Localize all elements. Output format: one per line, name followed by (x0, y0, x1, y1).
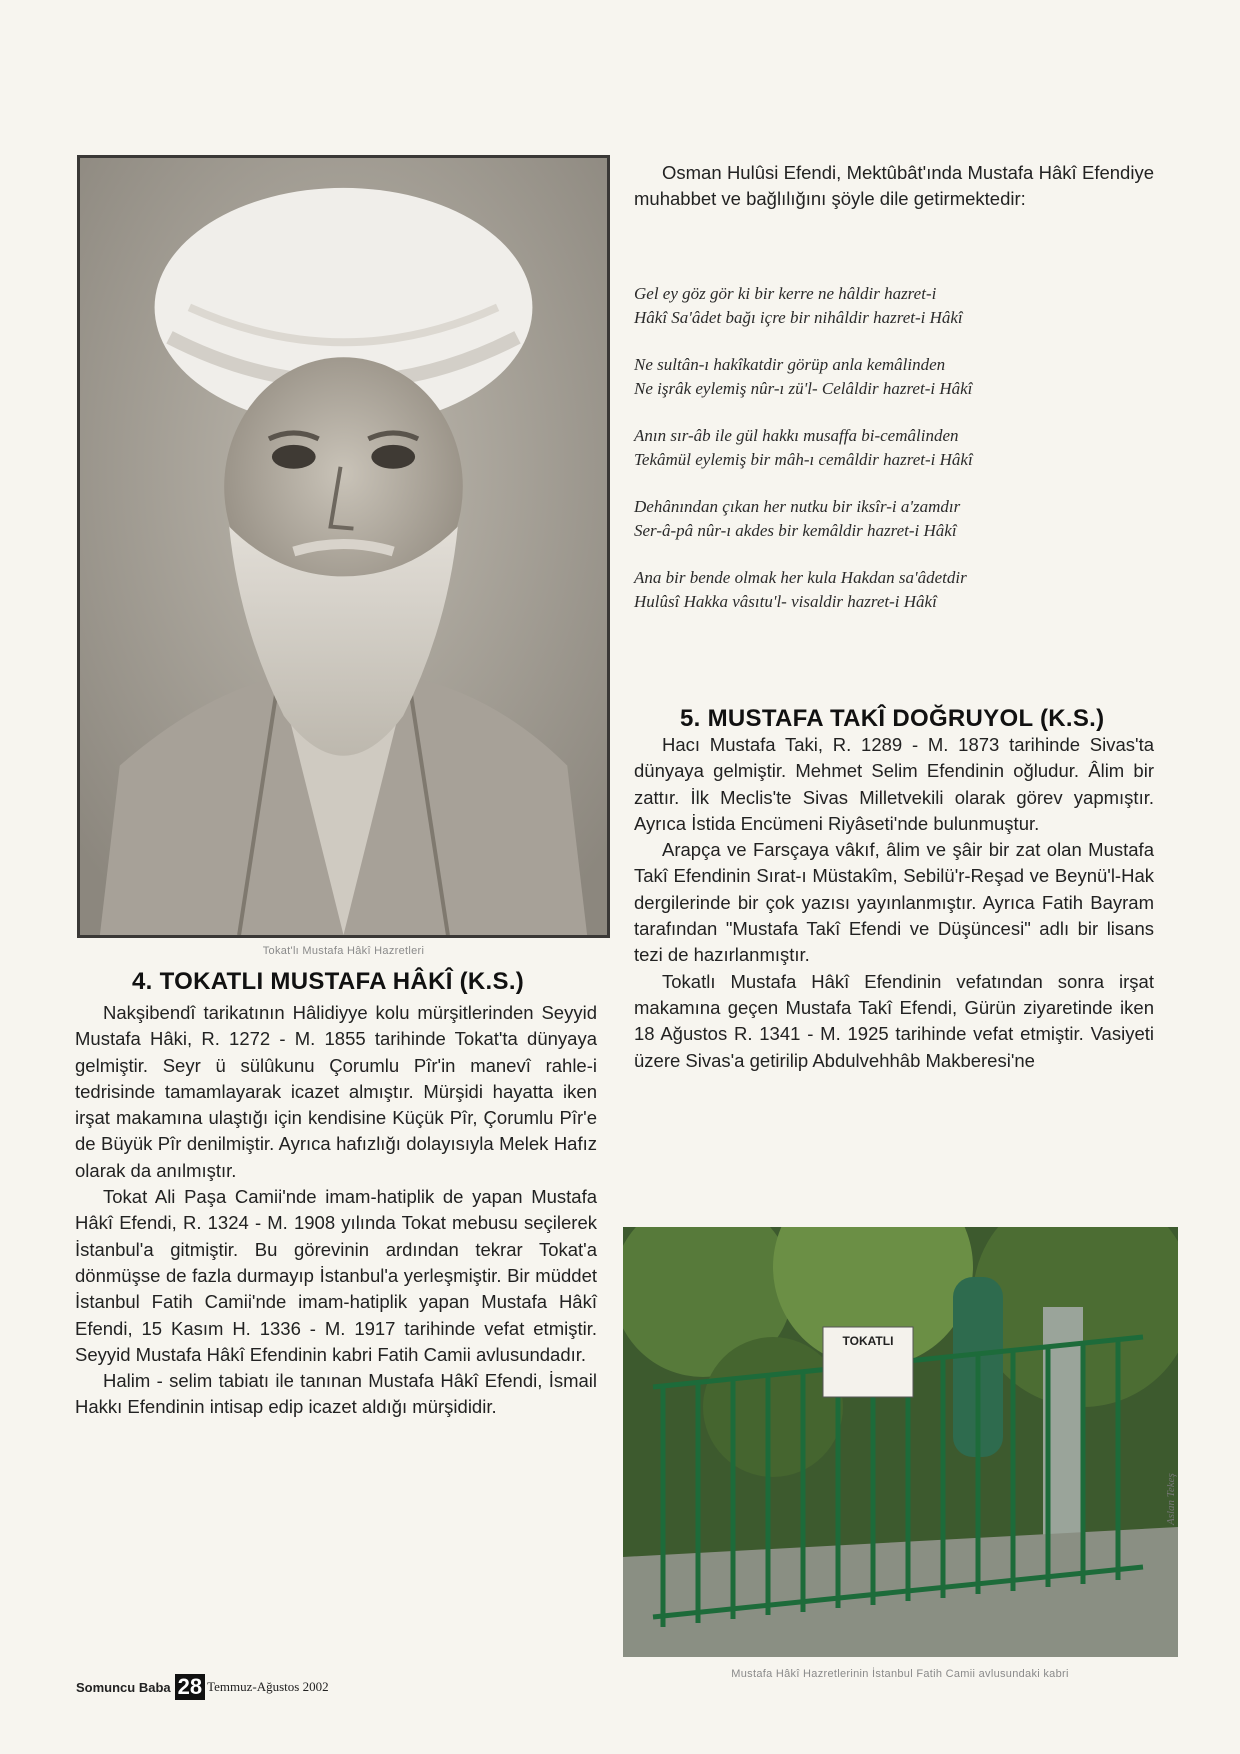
poem-stanza (634, 495, 1154, 543)
grave-sign-title: TOKATLI (842, 1334, 894, 1348)
portrait-photo (77, 155, 610, 938)
grave-photo (623, 1227, 1178, 1657)
poem-line: Anın sır-âb ile gül hakkı musaffa bi-cemâlinden (634, 426, 959, 445)
section5-paragraph: Hacı Mustafa Taki, R. 1289 - M. 1873 tarihinde Sivas'ta dünyaya gelmiştir. Mehmet Selim Efendinin oğludur. Âlim bir zattır. İlk Meclis'te Sivas Milletvekili olarak görev yapmıştır. Ayrıca İstida Encümeni Riyâseti'nde bulunmuştur. (634, 734, 1154, 834)
section4-paragraph: Halim - selim tabiatı ile tanınan Mustafa Hâkî Efendi, İsmail Hakkı Efendinin intisap edip icazet aldığı mürşididir. (75, 1370, 597, 1418)
poem-line: Ana bir bende olmak her kula Hakdan sa'âdetdir (634, 568, 967, 587)
poem-line: Dehânından çıkan her nutku bir iksîr-i a'zamdır (634, 497, 961, 516)
section5-heading: 5. MUSTAFA TAKÎ DOĞRUYOL (K.S.) (680, 705, 1105, 732)
poem-stanza (634, 566, 1154, 614)
poem-stanza (634, 282, 1154, 330)
section4-body (75, 1000, 597, 1421)
poem (634, 282, 1154, 637)
photo-credit: Aslan Tekeş (1165, 1473, 1177, 1525)
page-footer (76, 1672, 329, 1702)
poem-line: Tekâmül eylemiş bir mâh-ı cemâldir hazret-i Hâkî (634, 450, 973, 469)
page-number: 28 (175, 1674, 205, 1700)
section5-paragraph: Tokatlı Mustafa Hâkî Efendinin vefatından sonra irşat makamına geçen Mustafa Takî Efendi, Gürün ziyaretinde iken 18 Ağustos R. 1341 - M. 1925 tarihinde vefat etmiştir. Vasiyeti üzere Sivas'a getirilip Abdulvehhâb Makberesi'ne (634, 970, 1154, 1071)
intro-text (634, 160, 1154, 213)
poem-line: Hâkî Sa'âdet bağı içre bir nihâldir hazret-i Hâkî (634, 308, 963, 327)
intro-paragraph: Osman Hulûsi Efendi, Mektûbât'ında Mustafa Hâkî Efendiye muhabbet ve bağlılığını şöyle dile getirmektedir: (634, 162, 1154, 210)
portrait-caption: Tokat'lı Mustafa Hâkî Hazretleri (262, 945, 425, 957)
section4-paragraph: Tokat Ali Paşa Camii'nde imam-hatiplik de yapan Mustafa Hâkî Efendi, R. 1324 - M. 1908 yılında Tokat mebusu seçilerek İstanbul'a gitmiştir. Bu görevinin ardından tekrar Tokat'a dönmüşse de fazla durmayıp İstanbul'a yerleşmiştir. Bir müddet İstanbul Fatih Camii'nde imam-hatiplik yapan Mustafa Hâkî Efendi, 15 Kasım H. 1336 - M. 1917 tarihinde vefat etmiştir. Seyyid Mustafa Hâkî Efendinin kabri Fatih Camii avlusundadır. (75, 1186, 597, 1365)
poem-line: Ne sultân-ı hakîkatdir görüp anla kemâlinden (634, 355, 946, 374)
section5-paragraph: Arapça ve Farsçaya vâkıf, âlim ve şâir bir zat olan Mustafa Takî Efendinin Sırat-ı Müstakîm, Sebilü'r-Reşad ve Beynü'l-Hak dergilerinde bir çok yazısı yayınlanmıştır. Ayrıca Fatih Bayram tarafından "Mustafa Takî Efendi ve Düşüncesi" adlı bir lisans tezi de hazırlanmıştır. (634, 839, 1154, 966)
portrait-illustration (80, 158, 607, 935)
poem-line: Ser-â-pâ nûr-ı akdes bir kemâldir hazret-i Hâkî (634, 521, 957, 540)
grave-caption: Mustafa Hâkî Hazretlerinin İstanbul Fatih Camii avlusundaki kabri (731, 1668, 1069, 1680)
poem-line: Hulûsî Hakka vâsıtu'l- visaldir hazret-i Hâkî (634, 592, 937, 611)
poem-stanza (634, 424, 1154, 472)
poem-line: Ne işrâk eylemiş nûr-ı zü'l- Celâldir hazret-i Hâkî (634, 379, 973, 398)
section4-paragraph: Nakşibendî tarikatının Hâlidiyye kolu mürşitlerinden Seyyid Mustafa Hâki, R. 1272 - M. 1855 tarihinde Tokat'ta dünyaya gelmiştir. Seyr ü sülûkunu Çorumlu Pîr'in manevî rahle-i tedrisinde tamamlayarak icazet almıştır. Mürşidi hayatta iken irşat makamına ulaştığı için kendisine Küçük Pîr, Çorumlu Pîr'e de Büyük Pîr denilmiştir. Ayrıca hafızlığı dolayısıyla Melek Hafız olarak da anılmıştır. (75, 1002, 597, 1181)
magazine-name: Somuncu Baba (76, 1679, 171, 1695)
section5-body (634, 732, 1154, 1074)
poem-stanza (634, 353, 1154, 401)
section4-heading: 4. TOKATLI MUSTAFA HÂKÎ (K.S.) (132, 968, 525, 995)
grave-illustration (623, 1227, 1178, 1657)
poem-line: Gel ey göz gör ki bir kerre ne hâldir hazret-i (634, 284, 937, 303)
issue-date: Temmuz-Ağustos 2002 (207, 1679, 329, 1694)
